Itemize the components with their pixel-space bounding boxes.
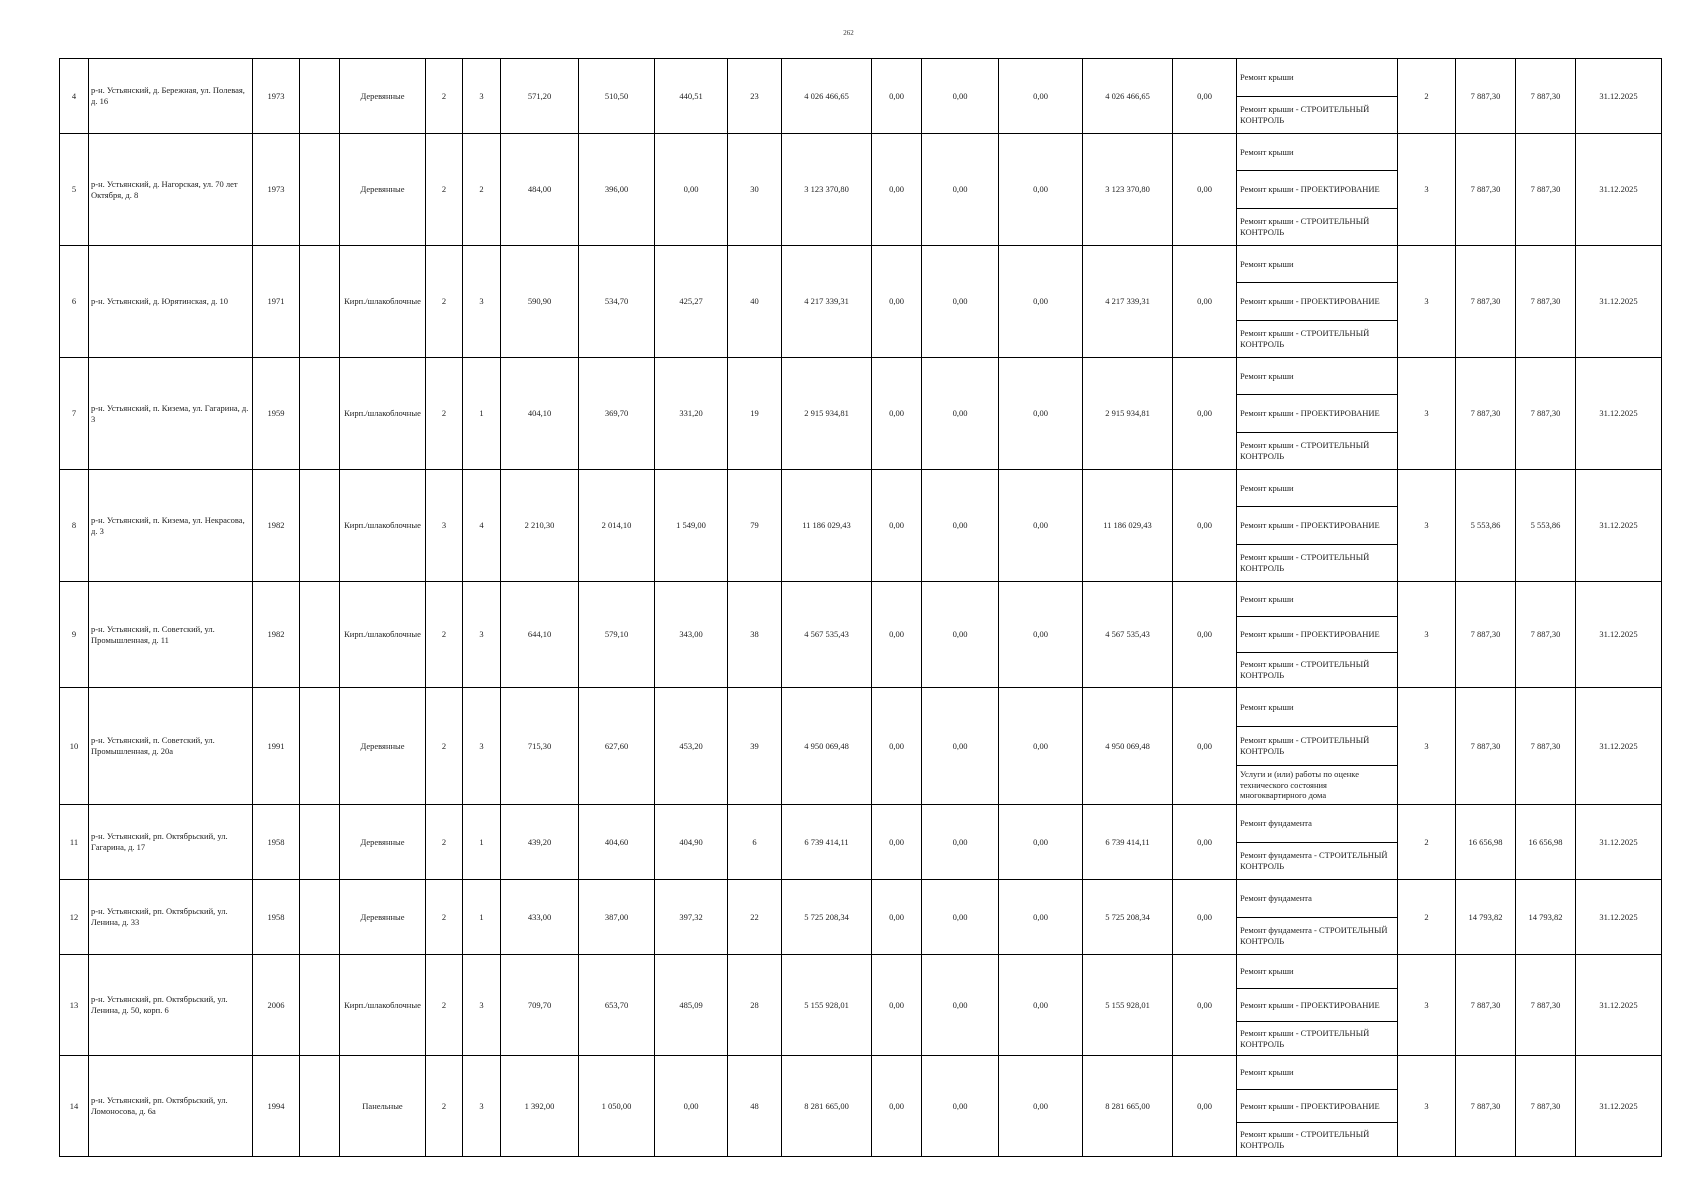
fund-owners: 2 915 934,81 xyxy=(1083,358,1173,470)
area-living: 579,10 xyxy=(579,582,655,688)
unit-cost: 7 887,30 xyxy=(1456,358,1516,470)
deadline-date: 31.12.2025 xyxy=(1576,1056,1662,1157)
fund-local: 0,00 xyxy=(999,880,1083,955)
fund-owners: 6 739 414,11 xyxy=(1083,805,1173,880)
unit-cost: 7 887,30 xyxy=(1456,134,1516,246)
address-cell: р-н. Устьянский, рп. Октябрьский, ул. Ленина, д. 50, корп. 6 xyxy=(89,955,253,1056)
repair-program-table xyxy=(59,58,1662,1157)
works-count: 3 xyxy=(1398,688,1456,805)
residents-count: 22 xyxy=(728,880,782,955)
area-living: 2 014,10 xyxy=(579,470,655,582)
fund-regional: 0,00 xyxy=(922,246,999,358)
empty-cell xyxy=(300,688,340,805)
empty-cell xyxy=(300,246,340,358)
wall-material: Кирп./шлакоблочные xyxy=(340,358,426,470)
unit-cost: 7 887,30 xyxy=(1456,582,1516,688)
unit-cost: 14 793,82 xyxy=(1456,880,1516,955)
floors-count: 2 xyxy=(426,59,463,134)
empty-cell xyxy=(300,1056,340,1157)
fund-regional: 0,00 xyxy=(922,688,999,805)
deadline-date: 31.12.2025 xyxy=(1576,470,1662,582)
area-private: 0,00 xyxy=(655,134,728,246)
area-living: 653,70 xyxy=(579,955,655,1056)
area-living: 534,70 xyxy=(579,246,655,358)
residents-count: 28 xyxy=(728,955,782,1056)
entrances-count: 1 xyxy=(463,358,501,470)
cost-total: 5 725 208,34 xyxy=(782,880,872,955)
wall-material: Кирп./шлакоблочные xyxy=(340,955,426,1056)
row-number: 12 xyxy=(60,880,89,955)
entrances-count: 3 xyxy=(463,582,501,688)
deadline-date: 31.12.2025 xyxy=(1576,880,1662,955)
wall-material: Деревянные xyxy=(340,134,426,246)
works-list xyxy=(1237,1056,1398,1157)
entrances-count: 3 xyxy=(463,688,501,805)
build-year: 1982 xyxy=(253,582,300,688)
empty-cell xyxy=(300,582,340,688)
fund-local: 0,00 xyxy=(999,1056,1083,1157)
table-row xyxy=(60,470,1662,582)
fund-federal: 0,00 xyxy=(872,880,922,955)
works-list xyxy=(1237,470,1398,582)
works-count: 2 xyxy=(1398,805,1456,880)
row-number: 11 xyxy=(60,805,89,880)
area-private: 1 549,00 xyxy=(655,470,728,582)
fund-federal: 0,00 xyxy=(872,358,922,470)
wall-material: Деревянные xyxy=(340,59,426,134)
work-item: Ремонт крыши xyxy=(1240,593,1294,604)
works-count: 3 xyxy=(1398,134,1456,246)
unit-cost-max: 7 887,30 xyxy=(1516,955,1576,1056)
residents-count: 19 xyxy=(728,358,782,470)
area-private: 404,90 xyxy=(655,805,728,880)
area-total: 644,10 xyxy=(501,582,579,688)
area-private: 453,20 xyxy=(655,688,728,805)
empty-cell xyxy=(300,358,340,470)
fund-local: 0,00 xyxy=(999,246,1083,358)
entrances-count: 1 xyxy=(463,805,501,880)
empty-cell xyxy=(300,59,340,134)
area-living: 396,00 xyxy=(579,134,655,246)
work-item: Ремонт крыши - ПРОЕКТИРОВАНИЕ xyxy=(1237,170,1397,207)
fund-other: 0,00 xyxy=(1173,358,1237,470)
work-item: Ремонт крыши xyxy=(1240,482,1294,493)
work-item: Ремонт крыши - ПРОЕКТИРОВАНИЕ xyxy=(1237,394,1397,431)
fund-regional: 0,00 xyxy=(922,59,999,134)
empty-cell xyxy=(300,805,340,880)
work-item: Ремонт фундамента xyxy=(1240,817,1312,828)
unit-cost-max: 16 656,98 xyxy=(1516,805,1576,880)
fund-local: 0,00 xyxy=(999,688,1083,805)
table-row xyxy=(60,134,1662,246)
address-cell: р-н. Устьянский, рп. Октябрьский, ул. Ленина, д. 33 xyxy=(89,880,253,955)
table-row xyxy=(60,59,1662,134)
address-cell: р-н. Устьянский, п. Советский, ул. Промышленная, д. 20а xyxy=(89,688,253,805)
fund-regional: 0,00 xyxy=(922,1056,999,1157)
fund-owners: 4 950 069,48 xyxy=(1083,688,1173,805)
fund-owners: 4 026 466,65 xyxy=(1083,59,1173,134)
fund-other: 0,00 xyxy=(1173,59,1237,134)
unit-cost-max: 7 887,30 xyxy=(1516,582,1576,688)
empty-cell xyxy=(300,880,340,955)
cost-total: 4 217 339,31 xyxy=(782,246,872,358)
wall-material: Кирп./шлакоблочные xyxy=(340,582,426,688)
build-year: 1959 xyxy=(253,358,300,470)
work-item: Ремонт фундамента - СТРОИТЕЛЬНЫЙ КОНТРОЛЬ xyxy=(1237,842,1397,880)
cost-total: 4 567 535,43 xyxy=(782,582,872,688)
fund-owners: 3 123 370,80 xyxy=(1083,134,1173,246)
fund-other: 0,00 xyxy=(1173,880,1237,955)
work-item: Ремонт крыши xyxy=(1240,146,1294,157)
build-year: 1973 xyxy=(253,134,300,246)
residents-count: 39 xyxy=(728,688,782,805)
table-row xyxy=(60,246,1662,358)
works-list xyxy=(1237,880,1398,955)
build-year: 2006 xyxy=(253,955,300,1056)
fund-other: 0,00 xyxy=(1173,246,1237,358)
works-count: 3 xyxy=(1398,358,1456,470)
work-item: Ремонт крыши xyxy=(1240,966,1294,977)
work-item: Ремонт крыши - СТРОИТЕЛЬНЫЙ КОНТРОЛЬ xyxy=(1237,96,1397,134)
deadline-date: 31.12.2025 xyxy=(1576,582,1662,688)
unit-cost: 16 656,98 xyxy=(1456,805,1516,880)
work-item: Ремонт крыши - ПРОЕКТИРОВАНИЕ xyxy=(1237,988,1397,1022)
unit-cost: 7 887,30 xyxy=(1456,955,1516,1056)
work-item: Услуги и (или) работы по оценке технического состояния многоквартирного дома xyxy=(1237,765,1397,804)
area-total: 590,90 xyxy=(501,246,579,358)
table-row xyxy=(60,805,1662,880)
deadline-date: 31.12.2025 xyxy=(1576,358,1662,470)
floors-count: 2 xyxy=(426,688,463,805)
fund-other: 0,00 xyxy=(1173,688,1237,805)
fund-federal: 0,00 xyxy=(872,1056,922,1157)
fund-other: 0,00 xyxy=(1173,582,1237,688)
area-living: 627,60 xyxy=(579,688,655,805)
residents-count: 40 xyxy=(728,246,782,358)
unit-cost-max: 7 887,30 xyxy=(1516,134,1576,246)
area-private: 397,32 xyxy=(655,880,728,955)
area-living: 510,50 xyxy=(579,59,655,134)
work-item: Ремонт фундамента - СТРОИТЕЛЬНЫЙ КОНТРОЛЬ xyxy=(1237,917,1397,955)
fund-local: 0,00 xyxy=(999,955,1083,1056)
work-item: Ремонт крыши xyxy=(1240,1067,1294,1078)
fund-regional: 0,00 xyxy=(922,134,999,246)
work-item: Ремонт крыши - СТРОИТЕЛЬНЫЙ КОНТРОЛЬ xyxy=(1237,544,1397,581)
row-number: 6 xyxy=(60,246,89,358)
wall-material: Деревянные xyxy=(340,688,426,805)
floors-count: 2 xyxy=(426,1056,463,1157)
entrances-count: 2 xyxy=(463,134,501,246)
empty-cell xyxy=(300,470,340,582)
deadline-date: 31.12.2025 xyxy=(1576,955,1662,1056)
unit-cost-max: 14 793,82 xyxy=(1516,880,1576,955)
works-list xyxy=(1237,805,1398,880)
build-year: 1982 xyxy=(253,470,300,582)
wall-material: Деревянные xyxy=(340,805,426,880)
unit-cost: 7 887,30 xyxy=(1456,688,1516,805)
works-count: 3 xyxy=(1398,582,1456,688)
area-total: 715,30 xyxy=(501,688,579,805)
work-item: Ремонт крыши - СТРОИТЕЛЬНЫЙ КОНТРОЛЬ xyxy=(1237,208,1397,245)
build-year: 1958 xyxy=(253,880,300,955)
work-item: Ремонт крыши - СТРОИТЕЛЬНЫЙ КОНТРОЛЬ xyxy=(1237,726,1397,765)
cost-total: 6 739 414,11 xyxy=(782,805,872,880)
unit-cost: 5 553,86 xyxy=(1456,470,1516,582)
floors-count: 2 xyxy=(426,358,463,470)
fund-other: 0,00 xyxy=(1173,805,1237,880)
floors-count: 2 xyxy=(426,246,463,358)
fund-regional: 0,00 xyxy=(922,805,999,880)
build-year: 1973 xyxy=(253,59,300,134)
work-item: Ремонт крыши - СТРОИТЕЛЬНЫЙ КОНТРОЛЬ xyxy=(1237,1122,1397,1156)
floors-count: 2 xyxy=(426,880,463,955)
fund-owners: 5 725 208,34 xyxy=(1083,880,1173,955)
area-living: 1 050,00 xyxy=(579,1056,655,1157)
works-list xyxy=(1237,955,1398,1056)
build-year: 1994 xyxy=(253,1056,300,1157)
address-cell: р-н. Устьянский, рп. Октябрьский, ул. Гагарина, д. 17 xyxy=(89,805,253,880)
cost-total: 2 915 934,81 xyxy=(782,358,872,470)
entrances-count: 3 xyxy=(463,955,501,1056)
table-row xyxy=(60,955,1662,1056)
work-item: Ремонт крыши - СТРОИТЕЛЬНЫЙ КОНТРОЛЬ xyxy=(1237,1021,1397,1055)
address-cell: р-н. Устьянский, п. Кизема, ул. Гагарина, д. 3 xyxy=(89,358,253,470)
floors-count: 2 xyxy=(426,582,463,688)
area-total: 404,10 xyxy=(501,358,579,470)
cost-total: 5 155 928,01 xyxy=(782,955,872,1056)
fund-owners: 8 281 665,00 xyxy=(1083,1056,1173,1157)
build-year: 1971 xyxy=(253,246,300,358)
works-count: 3 xyxy=(1398,1056,1456,1157)
fund-federal: 0,00 xyxy=(872,582,922,688)
residents-count: 6 xyxy=(728,805,782,880)
floors-count: 3 xyxy=(426,470,463,582)
table-row xyxy=(60,582,1662,688)
cost-total: 8 281 665,00 xyxy=(782,1056,872,1157)
works-list xyxy=(1237,358,1398,470)
row-number: 10 xyxy=(60,688,89,805)
row-number: 13 xyxy=(60,955,89,1056)
row-number: 8 xyxy=(60,470,89,582)
wall-material: Деревянные xyxy=(340,880,426,955)
work-item: Ремонт крыши - ПРОЕКТИРОВАНИЕ xyxy=(1237,1089,1397,1123)
empty-cell xyxy=(300,134,340,246)
deadline-date: 31.12.2025 xyxy=(1576,688,1662,805)
fund-local: 0,00 xyxy=(999,582,1083,688)
residents-count: 79 xyxy=(728,470,782,582)
unit-cost-max: 5 553,86 xyxy=(1516,470,1576,582)
entrances-count: 1 xyxy=(463,880,501,955)
works-list xyxy=(1237,134,1398,246)
area-private: 331,20 xyxy=(655,358,728,470)
work-item: Ремонт крыши xyxy=(1240,370,1294,381)
fund-federal: 0,00 xyxy=(872,688,922,805)
area-total: 571,20 xyxy=(501,59,579,134)
work-item: Ремонт крыши - СТРОИТЕЛЬНЫЙ КОНТРОЛЬ xyxy=(1237,652,1397,687)
unit-cost: 7 887,30 xyxy=(1456,246,1516,358)
row-number: 5 xyxy=(60,134,89,246)
work-item: Ремонт крыши - СТРОИТЕЛЬНЫЙ КОНТРОЛЬ xyxy=(1237,320,1397,357)
works-count: 2 xyxy=(1398,880,1456,955)
fund-federal: 0,00 xyxy=(872,246,922,358)
works-count: 3 xyxy=(1398,246,1456,358)
unit-cost-max: 7 887,30 xyxy=(1516,59,1576,134)
deadline-date: 31.12.2025 xyxy=(1576,246,1662,358)
build-year: 1958 xyxy=(253,805,300,880)
fund-federal: 0,00 xyxy=(872,805,922,880)
area-private: 485,09 xyxy=(655,955,728,1056)
entrances-count: 4 xyxy=(463,470,501,582)
residents-count: 30 xyxy=(728,134,782,246)
area-total: 433,00 xyxy=(501,880,579,955)
area-total: 439,20 xyxy=(501,805,579,880)
fund-owners: 4 217 339,31 xyxy=(1083,246,1173,358)
works-list xyxy=(1237,246,1398,358)
floors-count: 2 xyxy=(426,955,463,1056)
cost-total: 4 026 466,65 xyxy=(782,59,872,134)
fund-federal: 0,00 xyxy=(872,59,922,134)
work-item: Ремонт крыши xyxy=(1240,258,1294,269)
work-item: Ремонт крыши xyxy=(1240,71,1294,82)
row-number: 9 xyxy=(60,582,89,688)
address-cell: р-н. Устьянский, п. Советский, ул. Промышленная, д. 11 xyxy=(89,582,253,688)
deadline-date: 31.12.2025 xyxy=(1576,59,1662,134)
fund-regional: 0,00 xyxy=(922,582,999,688)
address-cell: р-н. Устьянский, п. Кизема, ул. Некрасова, д. 3 xyxy=(89,470,253,582)
fund-local: 0,00 xyxy=(999,805,1083,880)
unit-cost: 7 887,30 xyxy=(1456,59,1516,134)
table-row xyxy=(60,1056,1662,1157)
address-cell: р-н. Устьянский, д. Нагорская, ул. 70 лет Октября, д. 8 xyxy=(89,134,253,246)
area-total: 2 210,30 xyxy=(501,470,579,582)
works-list xyxy=(1237,582,1398,688)
work-item: Ремонт крыши - ПРОЕКТИРОВАНИЕ xyxy=(1237,506,1397,543)
area-private: 425,27 xyxy=(655,246,728,358)
area-total: 1 392,00 xyxy=(501,1056,579,1157)
floors-count: 2 xyxy=(426,134,463,246)
wall-material: Панельные xyxy=(340,1056,426,1157)
wall-material: Кирп./шлакоблочные xyxy=(340,470,426,582)
fund-owners: 11 186 029,43 xyxy=(1083,470,1173,582)
fund-regional: 0,00 xyxy=(922,880,999,955)
area-private: 440,51 xyxy=(655,59,728,134)
unit-cost-max: 7 887,30 xyxy=(1516,1056,1576,1157)
page-number: 262 xyxy=(843,29,854,37)
work-item: Ремонт крыши - СТРОИТЕЛЬНЫЙ КОНТРОЛЬ xyxy=(1237,432,1397,469)
table-row xyxy=(60,358,1662,470)
fund-other: 0,00 xyxy=(1173,1056,1237,1157)
row-number: 14 xyxy=(60,1056,89,1157)
works-count: 2 xyxy=(1398,59,1456,134)
unit-cost-max: 7 887,30 xyxy=(1516,688,1576,805)
area-private: 0,00 xyxy=(655,1056,728,1157)
fund-local: 0,00 xyxy=(999,134,1083,246)
table-row xyxy=(60,688,1662,805)
fund-local: 0,00 xyxy=(999,59,1083,134)
area-living: 369,70 xyxy=(579,358,655,470)
work-item: Ремонт фундамента xyxy=(1240,892,1312,903)
unit-cost-max: 7 887,30 xyxy=(1516,358,1576,470)
cost-total: 3 123 370,80 xyxy=(782,134,872,246)
work-item: Ремонт крыши - ПРОЕКТИРОВАНИЕ xyxy=(1237,282,1397,319)
works-count: 3 xyxy=(1398,470,1456,582)
unit-cost-max: 7 887,30 xyxy=(1516,246,1576,358)
deadline-date: 31.12.2025 xyxy=(1576,134,1662,246)
address-cell: р-н. Устьянский, д. Юрятинская, д. 10 xyxy=(89,246,253,358)
fund-regional: 0,00 xyxy=(922,358,999,470)
area-living: 387,00 xyxy=(579,880,655,955)
row-number: 4 xyxy=(60,59,89,134)
row-number: 7 xyxy=(60,358,89,470)
empty-cell xyxy=(300,955,340,1056)
unit-cost: 7 887,30 xyxy=(1456,1056,1516,1157)
area-total: 709,70 xyxy=(501,955,579,1056)
works-list xyxy=(1237,688,1398,805)
floors-count: 2 xyxy=(426,805,463,880)
residents-count: 23 xyxy=(728,59,782,134)
fund-local: 0,00 xyxy=(999,470,1083,582)
area-total: 484,00 xyxy=(501,134,579,246)
deadline-date: 31.12.2025 xyxy=(1576,805,1662,880)
entrances-count: 3 xyxy=(463,246,501,358)
area-living: 404,60 xyxy=(579,805,655,880)
fund-owners: 4 567 535,43 xyxy=(1083,582,1173,688)
residents-count: 38 xyxy=(728,582,782,688)
fund-other: 0,00 xyxy=(1173,134,1237,246)
address-cell: р-н. Устьянский, д. Бережная, ул. Полевая, д. 16 xyxy=(89,59,253,134)
wall-material: Кирп./шлакоблочные xyxy=(340,246,426,358)
address-cell: р-н. Устьянский, рп. Октябрьский, ул. Ломоносова, д. 6а xyxy=(89,1056,253,1157)
works-count: 3 xyxy=(1398,955,1456,1056)
works-list xyxy=(1237,59,1398,134)
fund-owners: 5 155 928,01 xyxy=(1083,955,1173,1056)
table-row xyxy=(60,880,1662,955)
fund-other: 0,00 xyxy=(1173,955,1237,1056)
build-year: 1991 xyxy=(253,688,300,805)
work-item: Ремонт крыши xyxy=(1240,701,1294,712)
entrances-count: 3 xyxy=(463,59,501,134)
cost-total: 11 186 029,43 xyxy=(782,470,872,582)
residents-count: 48 xyxy=(728,1056,782,1157)
fund-regional: 0,00 xyxy=(922,470,999,582)
area-private: 343,00 xyxy=(655,582,728,688)
work-item: Ремонт крыши - ПРОЕКТИРОВАНИЕ xyxy=(1237,616,1397,651)
entrances-count: 3 xyxy=(463,1056,501,1157)
fund-federal: 0,00 xyxy=(872,955,922,1056)
fund-federal: 0,00 xyxy=(872,470,922,582)
fund-other: 0,00 xyxy=(1173,470,1237,582)
fund-local: 0,00 xyxy=(999,358,1083,470)
fund-regional: 0,00 xyxy=(922,955,999,1056)
fund-federal: 0,00 xyxy=(872,134,922,246)
cost-total: 4 950 069,48 xyxy=(782,688,872,805)
